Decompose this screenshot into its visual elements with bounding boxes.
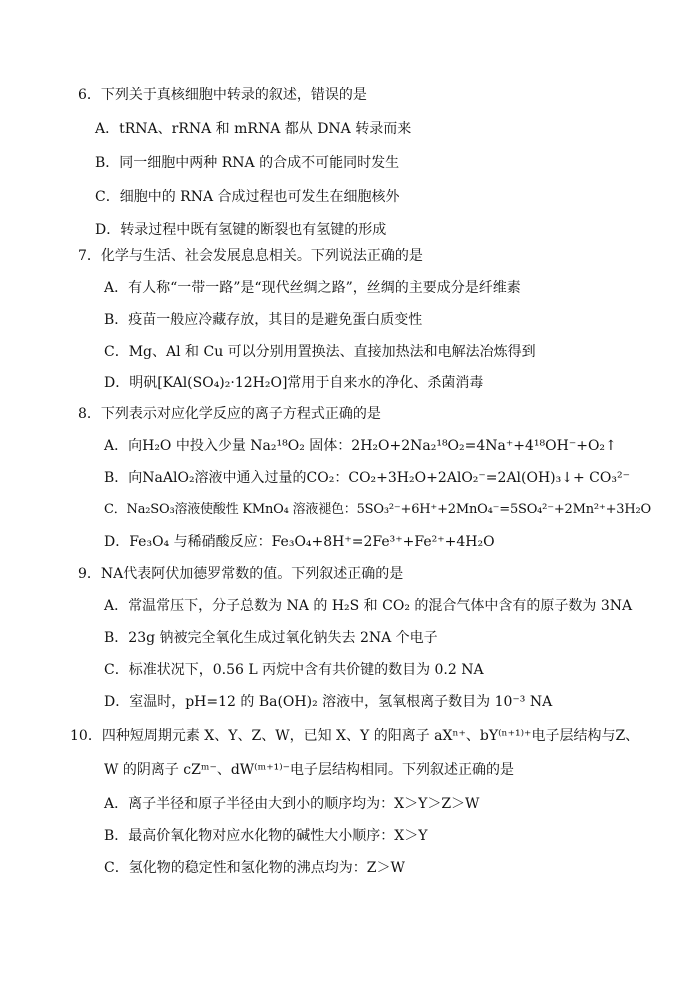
question-9-stem: 9．NA代表阿伏加德罗常数的值。下列叙述正确的是	[78, 566, 404, 582]
question-9-option-b: B．23g 钠被完全氧化生成过氧化钠失去 2NA 个电子	[104, 630, 438, 646]
question-8-option-a: A．向H₂O 中投入少量 Na₂¹⁸O₂ 固体：2H₂O+2Na₂¹⁸O₂=4Na⁺+4¹⁸OH⁻+O₂↑	[104, 438, 617, 454]
question-8-option-c: C．Na₂SO₃溶液使酸性 KMnO₄ 溶液褪色：5SO₃²⁻+6H⁺+2MnO₄⁻=5SO₄²⁻+2Mn²⁺+3H₂O	[104, 502, 651, 517]
question-6-stem: 6．下列关于真核细胞中转录的叙述，错误的是	[78, 87, 367, 103]
question-8-stem: 8．下列表示对应化学反应的离子方程式正确的是	[78, 406, 381, 422]
question-6-option-c: C．细胞中的 RNA 合成过程也可发生在细胞核外	[95, 189, 400, 205]
question-8-option-d: D．Fe₃O₄ 与稀硝酸反应：Fe₃O₄+8H⁺=2Fe³⁺+Fe²⁺+4H₂O	[104, 534, 495, 550]
question-10-option-c: C．氢化物的稳定性和氢化物的沸点均为：Z＞W	[104, 860, 405, 876]
question-7-stem: 7．化学与生活、社会发展息息相关。下列说法正确的是	[78, 248, 423, 264]
question-10-stem: 10．四种短周期元素 X、Y、Z、W，已知 X、Y 的阳离子 aXⁿ⁺、bY⁽ⁿ⁺¹⁾⁺电子层结构与Z、	[70, 728, 640, 744]
question-7-option-d: D．明矾[KAl(SO₄)₂·12H₂O]常用于自来水的净化、杀菌消毒	[104, 375, 484, 391]
question-9-option-d: D．室温时，pH=12 的 Ba(OH)₂ 溶液中，氢氧根离子数目为 10⁻³ NA	[104, 694, 553, 710]
question-9-option-c: C．标准状况下，0.56 L 丙烷中含有共价键的数目为 0.2 NA	[104, 662, 484, 678]
question-10-option-a: A．离子半径和原子半径由大到小的顺序均为：X＞Y＞Z＞W	[104, 796, 480, 812]
question-7-option-a: A．有人称“一带一路”是“现代丝绸之路”，丝绸的主要成分是纤维素	[104, 280, 521, 296]
question-7-option-b: B．疫苗一般应冷藏存放，其目的是避免蛋白质变性	[104, 312, 423, 328]
question-6-option-a: A．tRNA、rRNA 和 mRNA 都从 DNA 转录而来	[95, 121, 412, 137]
question-7-option-c: C．Mg、Al 和 Cu 可以分别用置换法、直接加热法和电解法冶炼得到	[104, 344, 536, 360]
question-6-option-d: D．转录过程中既有氢键的断裂也有氢键的形成	[95, 222, 387, 238]
question-6-option-b: B．同一细胞中两种 RNA 的合成不可能同时发生	[95, 155, 400, 171]
question-8-option-b: B．向NaAlO₂溶液中通入过量的CO₂：CO₂+3H₂O+2AlO₂⁻=2Al(OH)₃↓+ CO₃²⁻	[104, 470, 630, 486]
question-10-option-b: B．最高价氧化物对应水化物的碱性大小顺序：X＞Y	[104, 828, 428, 844]
question-10-stem-continued: W 的阴离子 cZᵐ⁻、dW⁽ᵐ⁺¹⁾⁻电子层结构相同。下列叙述正确的是	[104, 762, 515, 778]
question-9-option-a: A．常温常压下，分子总数为 NA 的 H₂S 和 CO₂ 的混合气体中含有的原子数为 3NA	[104, 598, 633, 614]
